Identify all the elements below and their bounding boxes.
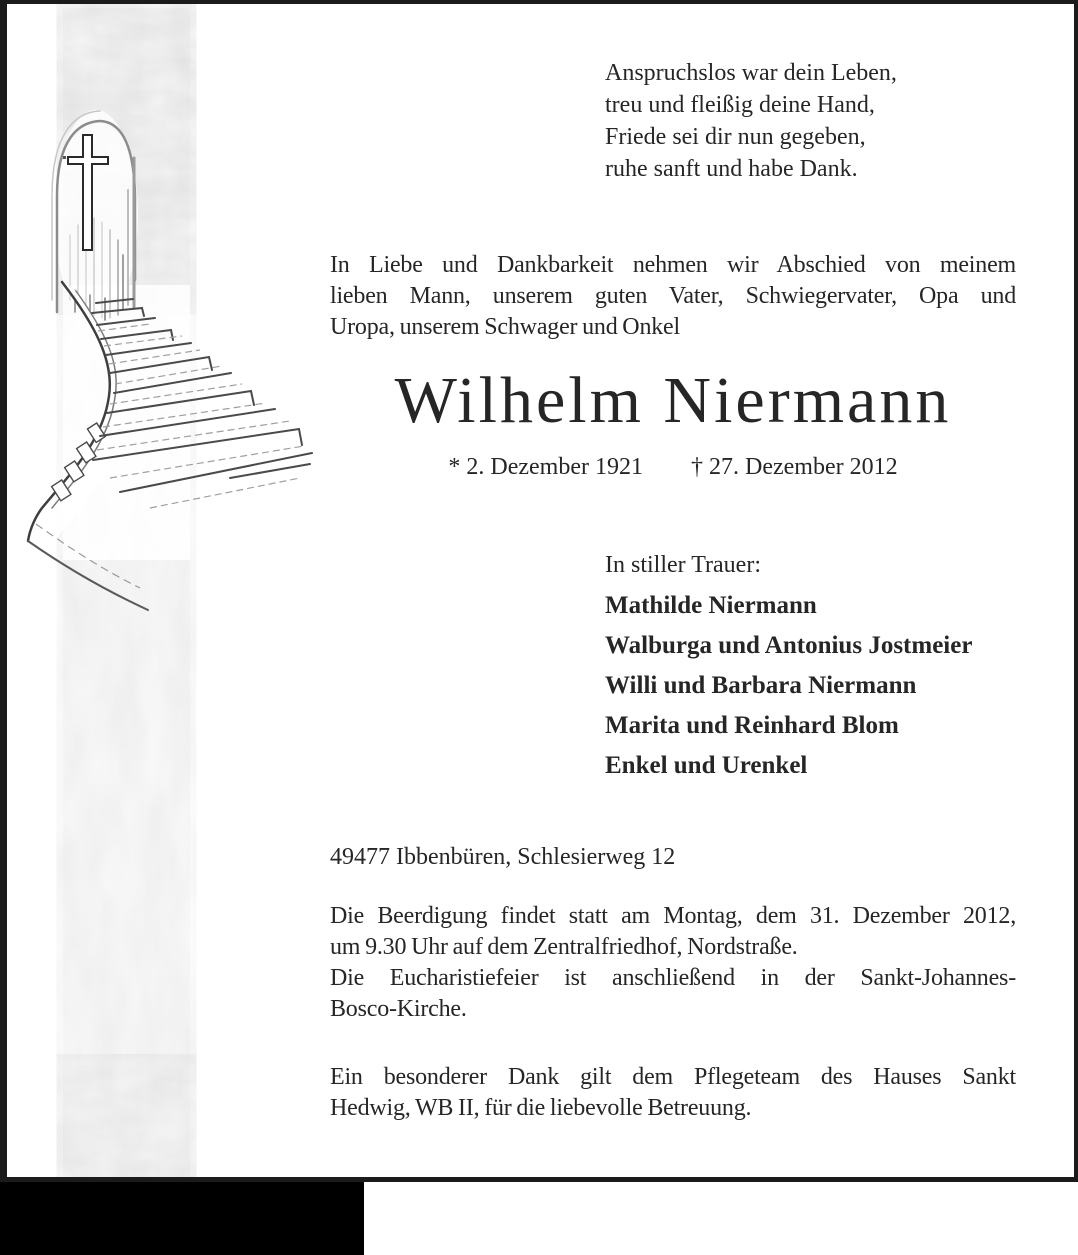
mourner: Willi und Barbara Niermann	[605, 672, 917, 699]
redaction-block	[0, 1182, 364, 1255]
funeral-paragraph	[330, 901, 1016, 1025]
mourner: Marita und Reinhard Blom	[605, 712, 899, 739]
funeral-line-3: Die Eucharistiefeier ist anschließend in der Sankt-Johannes-	[330, 965, 1016, 991]
birth-date: * 2. Dezember 1921	[448, 454, 643, 480]
banister-sketch	[28, 282, 148, 610]
funeral-line-4: Bosco-Kirche.	[330, 996, 467, 1022]
poem-line-2: treu und fleißig deine Hand,	[605, 92, 875, 118]
mourners-list	[605, 586, 972, 786]
death-date: † 27. Dezember 2012	[691, 454, 898, 480]
mourner: Walburga und Antonius Jostmeier	[605, 632, 973, 659]
mourner: Mathilde Niermann	[605, 592, 817, 619]
thanks-paragraph	[330, 1062, 1016, 1124]
thanks-line-2: Hedwig, WB II, für die liebevolle Betreuung.	[330, 1095, 752, 1121]
life-dates	[330, 452, 1016, 482]
poem-line-4: ruhe sanft und habe Dank.	[605, 156, 858, 182]
arch-sketch	[52, 111, 135, 320]
poem	[605, 57, 897, 185]
intro-line-1: In Liebe und Dankbarkeit nehmen wir Abschied von meinem	[330, 252, 1016, 278]
intro-line-3: Uropa, unserem Schwager und Onkel	[330, 314, 680, 340]
deceased-name: Wilhelm Niermann	[394, 364, 952, 437]
intro-line-2: lieben Mann, unserem guten Vater, Schwiegervater, Opa und	[330, 283, 1016, 309]
texture-strip	[63, 8, 190, 1177]
stairs-sketch	[92, 299, 312, 492]
poem-line-1: Anspruchslos war dein Leben,	[605, 60, 897, 86]
address: 49477 Ibbenbüren, Schlesierweg 12	[330, 844, 676, 870]
cross-icon	[63, 135, 108, 250]
mourner: Enkel und Urenkel	[605, 752, 808, 779]
intro-paragraph	[330, 250, 1016, 343]
poem-line-3: Friede sei dir nun gegeben,	[605, 124, 866, 150]
stairs-hatching	[97, 324, 304, 508]
funeral-line-2: um 9.30 Uhr auf dem Zentralfriedhof, Nordstraße.	[330, 934, 798, 960]
funeral-line-1: Die Beerdigung findet statt am Montag, dem 31. Dezember 2012,	[330, 903, 1016, 929]
thanks-line-1: Ein besonderer Dank gilt dem Pflegeteam des Hauses Sankt	[330, 1064, 1016, 1090]
mourning-heading: In stiller Trauer:	[605, 552, 761, 578]
